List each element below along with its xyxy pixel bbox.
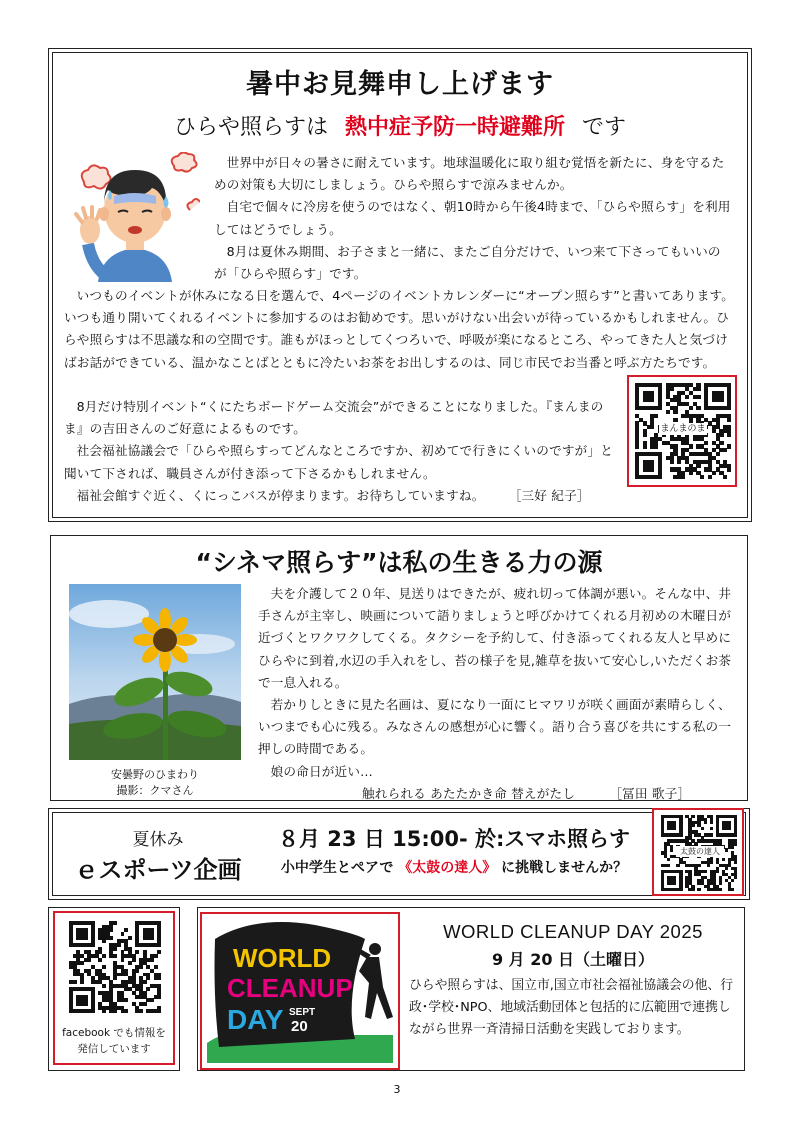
qr-module [128,936,132,940]
qr-module [689,444,693,448]
qr-module [679,888,682,891]
logo-day-number: 20 [291,1018,308,1035]
body-paragraph: 8月だけ特別イベント“くにたちボードゲーム交流会”ができることになりました。『まんまのま』の吉田さんのご好意によるものです。 [64,399,604,437]
body-paragraph: いつものイベントが休みになる日を選んで、4ページのイベントカレンダーに“オープン照らす”と書いてあります。いつも通り開いてくれるイベントに参加するのはお勧めです。思いがけない出会いが待っているかもしれません。ひらや照らすは不思議な和の空間です。誰もがほっとしてくつろいで、呼吸が楽になるところ、やってきた人と気づけばお話ができている、温かなことばとともに冷たいお茶をお出しするのは、同じ市民でお当番と呼ぶ方たちです。 [64,288,735,370]
qr-module [102,939,106,943]
qr-module [719,888,722,891]
qr-module [704,870,707,873]
qr-module [643,444,647,448]
qr-module [650,398,654,402]
qr-module [734,876,737,879]
qr-module [654,414,658,418]
subtitle-pre: ひらや照らすは [173,115,328,140]
qr-module [676,864,679,867]
qr-module [731,879,734,882]
subtitle-post: です [582,115,627,140]
cleanup-title: WORLD CLEANUP DAY 2025 [443,921,703,942]
qr-module [716,870,719,873]
qr-label: まんまのま [660,424,706,434]
invite-pre: 小中学生とペアで [280,860,394,876]
qr-module [710,833,713,836]
facebook-text-2: 発信しています [77,1043,151,1055]
qr-code-taiko[interactable] [652,808,744,896]
body-paragraph: 若かりしときに見た名画は、夏になり一面にヒマワリが咲く画面が素晴らしく、いつまでも心に残る。みなさんの感想が心に響く。語り合う喜びを共にする私の一押しの時間である。 [258,697,732,757]
qr-module [121,958,125,962]
qr-module [84,1002,88,1006]
qr-module [146,976,150,980]
qr-module [124,1009,128,1013]
qr-module [157,995,161,999]
qr-module [143,1002,147,1006]
qr-module [719,398,723,402]
qr-module [650,425,654,429]
qr-module [697,888,700,891]
qr-module [710,827,713,830]
section1-body-wide [64,285,736,374]
qr-module [727,418,731,422]
qr-module [666,410,670,414]
qr-module [685,395,689,399]
qr-module [80,980,84,984]
qr-module [677,460,681,464]
qr-module [154,965,158,969]
qr-module [691,888,694,891]
qr-module [679,833,682,836]
qr-module [704,821,707,824]
qr-module [670,460,674,464]
esports-invite [264,857,644,877]
qr-module [697,864,700,867]
qr-module [658,475,662,479]
qr-module [102,984,106,988]
lead-paragraph: 世界中が日々の暑さに耐えています。地球温暖化に取り組む覚悟を新たに、身を守るための対策も大切にしましょう。ひらや照らすで涼みませんか。 [214,155,725,193]
facebook-qr-card[interactable] [53,911,175,1065]
qr-module [727,406,731,410]
qr-module [124,998,128,1002]
qr-module [132,958,136,962]
invite-post: に挑戦しませんか？ [501,860,628,876]
qr-module [727,433,731,437]
qr-module [146,987,150,991]
qr-module [731,888,734,891]
qr-module [121,932,125,936]
qr-module [643,433,647,437]
cleanup-logo-frame [200,912,400,1070]
qr-module [689,406,693,410]
qr-module [719,441,723,445]
qr-module [673,418,677,422]
qr-module [150,936,154,940]
qr-module [710,821,713,824]
qr-module [635,444,639,448]
sunflower-photo [69,584,241,760]
qr-module [712,471,716,475]
lead-paragraph: 8月は夏休み期間、お子さまと一緒に、またご自分だけで、いつ来て下さってもいいのが「ひらや照らす」です。 [214,243,721,282]
body-paragraph: 娘の命日が近い… [270,763,373,779]
qr-module [154,954,158,958]
qr-module [727,444,731,448]
section1-subtitle [52,110,748,141]
qr-module [691,824,694,827]
qr-module [157,976,161,980]
qr-module [102,1009,106,1013]
qr-module [80,961,84,965]
qr-module [722,858,725,861]
qr-module [696,395,700,399]
invite-highlight: 《太鼓の達人》 [398,860,497,876]
qr-module [667,864,670,867]
qr-module [704,441,708,445]
qr-module [150,958,154,962]
lead-paragraph: 自宅で個々に冷房を使うのではなく、朝10時から午後4時まで、「ひらや照らす」を利用してはどうでしょう。 [214,199,731,237]
qr-module [708,475,712,479]
qr-module [734,833,737,836]
qr-module [689,471,693,475]
qr-module [673,410,677,414]
qr-module [150,998,154,1002]
body-paragraph: 社会福祉協議会で「ひらや照らすってどんなところですか、初めてで行きにくいのですが」と聞いて下されば、職員さんが付き添って下さるかもしれません。 [64,443,614,481]
qr-module [113,976,117,980]
qr-module [667,858,670,861]
qr-module [117,943,121,947]
qr-module [109,936,113,940]
qr-module [731,845,734,848]
qr-label: 太鼓の達人 [676,846,724,857]
esports-label-small: 夏休み [132,830,184,850]
qr-module [650,467,654,471]
qr-module [113,947,117,951]
qr-module [673,882,676,885]
qr-module [707,864,710,867]
qr-module [727,467,731,471]
subtitle-highlight: 熱中症予防一時避難所 [344,115,565,140]
author-name: ［冨田 歌子］ [609,785,691,801]
page-number: 3 [393,1083,401,1096]
photo-caption-1: 安曇野のひまわり [111,768,199,781]
closing-text: 福祉会館すぐ近く、くにっこバスが停まります。お待ちしていますね。 [76,487,485,503]
qr-module [113,921,117,925]
qr-module [670,848,673,851]
qr-module [98,958,102,962]
qr-module [670,387,674,391]
facebook-text-1: facebook でも情報を [62,1027,166,1039]
qr-module [139,1009,143,1013]
poem: 触れられる あたたかき命 替えがたし [362,785,576,801]
poem-line [258,783,734,805]
hot-person-illustration [70,152,200,282]
qr-module [102,954,106,958]
qr-module [701,827,704,830]
qr-module [696,387,700,391]
section1-body-narrow [64,396,622,507]
qr-module [102,965,106,969]
qr-module [728,827,731,830]
qr-module [734,842,737,845]
qr-module [157,1009,161,1013]
section1-title: 暑中お見舞申し上げます [246,69,554,100]
qr-module [113,954,117,958]
section2-title: “シネマ照らす”は私の生きる力の源 [195,548,603,577]
world-cleanup-day-logo [207,919,393,1063]
logo-word-world: WORLD [233,943,332,973]
qr-module [734,861,737,864]
logo-sept: SEPT [289,1007,316,1018]
qr-module [109,928,113,932]
qr-module [700,475,704,479]
qr-module [691,815,694,818]
qr-module [723,448,727,452]
section1-lead [214,152,732,285]
qr-module [725,848,728,851]
qr-module [135,969,139,973]
qr-module [681,475,685,479]
qr-module [658,406,662,410]
qr-module [716,452,720,456]
cleanup-body: ひらや照らすは、国立市,国立市社会福祉協議会の他、行政･学校･NPO、地域活動団体と包括的に広範囲で連携しながら世界一斉清掃日活動を実践しております。 [409,978,733,1037]
qr-module [73,980,77,984]
qr-module [113,1009,117,1013]
qr-module [654,444,658,448]
qr-module [157,950,161,954]
qr-module [696,406,700,410]
esports-event-line: ８月 23 日 15:00- 於:スマホ照らす [277,827,630,851]
qr-module [710,861,713,864]
photo-caption-2: 撮影：クマさん [116,784,194,797]
qr-module [135,950,139,954]
qr-module [143,980,147,984]
qr-module [719,433,723,437]
qr-module [91,1009,95,1013]
author-name: ［三好 紀子］ [508,487,590,503]
qr-module [87,958,91,962]
qr-module [723,475,727,479]
body-paragraph: 夫を介護して２０年、見送りはできたが、疲れ切って体調が悪い。そんな中、井手さんが主宰し、映画について語りましょうと呼びかけてくれる月初めの木曜日が近づくとワクワクしてくる。タクシーを予約して、付き添ってくれる友人と早めにひらやに到着,水辺の手入れをし、苔の様子を見,雑草を抜いて安心し,いただくお茶で一息入れる。 [258,586,732,690]
section2-body [258,583,734,805]
qr-module [84,936,88,940]
logo-word-cleanup: CLEANUP [227,973,353,1003]
esports-label-big: ｅスポーツ企画 [74,856,242,884]
logo-word-day: DAY [227,1004,284,1035]
qr-module [157,943,161,947]
qr-module [91,943,95,947]
qr-module [139,965,143,969]
qr-code-manmanoma[interactable] [627,375,737,487]
qr-module [719,882,722,885]
qr-module [124,928,128,932]
qr-module [725,867,728,870]
qr-module [696,464,700,468]
qr-module [673,827,676,830]
qr-module [128,961,132,965]
cleanup-date: 9 月 20 日（土曜日） [491,950,655,969]
closing-line [64,485,622,507]
